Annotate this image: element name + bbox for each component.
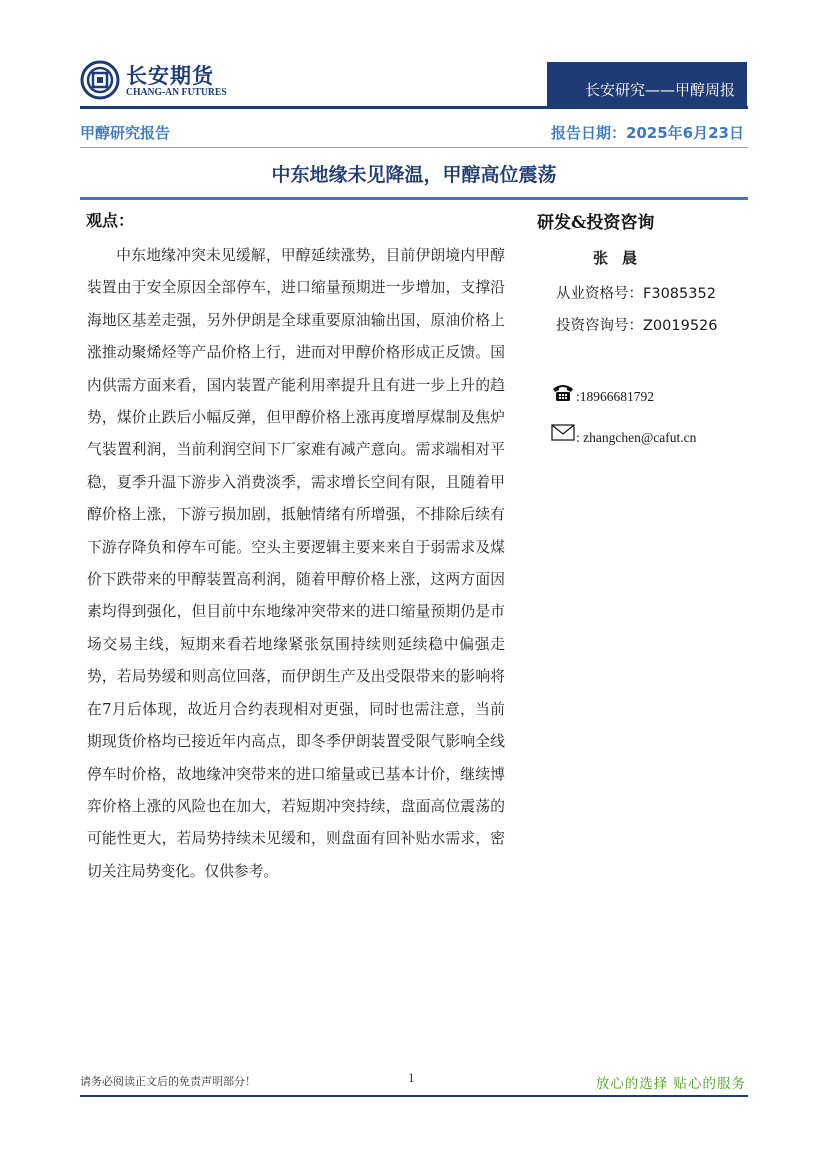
page-number: 1: [408, 1070, 415, 1085]
title-rule: [80, 197, 748, 200]
qualification-row: [556, 282, 716, 303]
consult-number: Z0019526: [643, 318, 718, 334]
logo-english-name: CHANG-AN FUTURES: [126, 87, 227, 98]
footer-disclaimer: 请务必阅读正文后的免责声明部分！: [80, 1075, 256, 1088]
phone-number: :18966681792: [576, 389, 655, 404]
author-name: 张晨: [592, 249, 651, 267]
sidebar-heading: 研发&投资咨询: [537, 213, 655, 233]
logo-chinese-name: 长安期货: [126, 64, 214, 88]
email-address: : zhangchen@cafut.cn: [576, 430, 697, 445]
body-paragraph: [87, 240, 505, 888]
view-label: 观点：: [86, 211, 135, 230]
footer-slogan: 放心的选择 贴心的服务: [595, 1076, 746, 1092]
report-title: 中东地缘未见降温，甲醇高位震荡: [271, 164, 557, 186]
consult-row: [556, 314, 718, 335]
logo-emblem-icon: [80, 60, 120, 100]
report-type: 甲醇研究报告: [80, 124, 171, 142]
header-rule: [80, 106, 748, 109]
body-text: 中东地缘冲突未见缓解，甲醇延续涨势，目前伊朗境内甲醇装置由于安全原因全部停车，进口缩量预期进一步增加，支撑沿海地区基差走强，另外伊朗是全球重要原油输出国，原油价格上涨推动聚烯烃等产品价格上行，进而对甲醇价格形成正反馈。国内供需方面来看，国内装置产能利用率提升且有进一步上升的趋势，煤价止跌后小幅反弹，但甲醇价格上涨再度增厚煤制及焦炉气装置利润，当前利润空间下厂家难有减产意向。需求端相对平稳，夏季升温下游步入消费淡季，需求增长空间有限，且随着甲醇价格上涨，下游亏损加剧，抵触情绪有所增强，不排除后续有下游存降负和停车可能。空头主要逻辑主要来来自于弱需求及煤价下跌带来的甲醇装置高利润，随着甲醇价格上涨，这两方面因素均得到强化，但目前中东地缘冲突带来的进口缩量预期仍是市场交易主线，短期来看若地缘紧张氛围持续则延续稳中偏强走势，若局势缓和则高位回落，而伊朗生产及出受限带来的影响将在7月后体现，故近月合约表现相对更强，同时也需注意，当前期现货价格均已接近年内高点，即冬季伊朗装置受限气影响全线停车时价格，故地缘冲突带来的进口缩量或已基本计价，继续博弈价格上涨的风险也在加大，若短期冲突持续，盘面高位震荡的可能性更大，若局势持续未见缓和，则盘面有回补贴水需求，密切关注局势变化。仅供参考。: [87, 247, 505, 880]
report-date: 报告日期：2025年6月23日: [550, 124, 744, 142]
footer-rule: [80, 1095, 748, 1097]
company-logo: [80, 60, 230, 102]
qualification-number: F3085352: [643, 286, 716, 302]
divider: [80, 147, 748, 148]
qualification-label: 从业资格号：: [556, 286, 643, 302]
header-section-label: 长安研究——甲醇周报: [584, 81, 735, 99]
envelope-icon: [551, 424, 577, 442]
header-section-box: [547, 62, 747, 108]
telephone-icon: [551, 382, 575, 402]
consult-label: 投资咨询号：: [556, 318, 643, 334]
